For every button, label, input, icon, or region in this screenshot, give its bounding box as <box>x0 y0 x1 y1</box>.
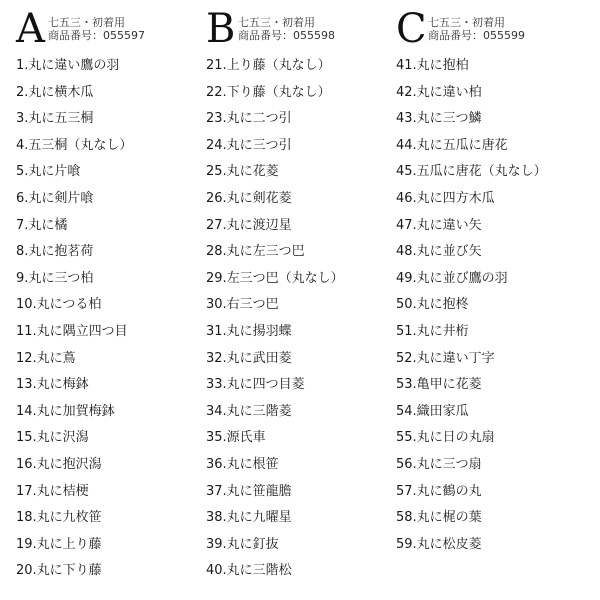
list-item: 15.丸に沢潟 <box>16 430 89 446</box>
list-item: 37.丸に笹龍膽 <box>206 483 292 499</box>
list-item: 30.右三つ巴 <box>206 297 279 313</box>
crest-list <box>16 53 132 585</box>
column-header <box>396 6 586 52</box>
column-letter: B <box>206 6 236 52</box>
list-item: 8.丸に抱茗荷 <box>16 244 94 260</box>
list-item: 13.丸に梅鉢 <box>16 377 89 393</box>
product-number: 商品番号：055598 <box>238 29 335 42</box>
list-item: 42.丸に違い柏 <box>396 84 482 100</box>
list-item: 11.丸に隅立四つ目 <box>16 323 128 339</box>
list-item: 22.下り藤（丸なし） <box>206 84 331 100</box>
list-item: 17.丸に桔梗 <box>16 483 89 499</box>
list-item: 16.丸に抱沢潟 <box>16 456 102 472</box>
list-item: 21.上り藤（丸なし） <box>206 58 331 73</box>
list-item: 56.丸に三つ扇 <box>396 456 482 472</box>
list-item: 33.丸に四つ目菱 <box>206 377 305 393</box>
list-item: 6.丸に剣片喰 <box>16 190 94 206</box>
list-item: 52.丸に違い丁字 <box>396 350 495 366</box>
list-item: 34.丸に三階菱 <box>206 403 292 419</box>
list-item: 25.丸に花菱 <box>206 164 279 180</box>
list-item: 7.丸に橘 <box>16 217 68 233</box>
list-item: 9.丸に三つ柏 <box>16 270 94 286</box>
list-item: 41.丸に抱柏 <box>396 58 469 73</box>
list-item: 57.丸に鶴の丸 <box>396 483 482 499</box>
list-item: 40.丸に三階松 <box>206 563 292 579</box>
list-item: 43.丸に三つ鱗 <box>396 111 482 127</box>
list-item: 49.丸に並び鷹の羽 <box>396 270 508 286</box>
list-item: 2.丸に横木瓜 <box>16 84 94 100</box>
list-item: 3.丸に五三桐 <box>16 111 94 127</box>
product-number: 商品番号：055597 <box>48 29 145 42</box>
list-item: 20.丸に下り藤 <box>16 563 102 579</box>
list-item: 45.五瓜に唐花（丸なし） <box>396 164 547 180</box>
list-item: 29.左三つ巴（丸なし） <box>206 270 344 286</box>
list-item: 18.丸に九枚笹 <box>16 510 102 526</box>
column-header <box>206 6 396 52</box>
column-meta <box>238 16 335 42</box>
category-label: 七五三・初着用 <box>48 16 125 29</box>
list-item: 51.丸に井桁 <box>396 323 469 339</box>
list-item: 47.丸に違い矢 <box>396 217 482 233</box>
list-item: 12.丸に蔦 <box>16 350 76 366</box>
list-item: 38.丸に九曜星 <box>206 510 292 526</box>
list-item: 35.源氏車 <box>206 430 266 446</box>
list-item: 32.丸に武田菱 <box>206 350 292 366</box>
list-item: 28.丸に左三つ巴 <box>206 244 305 260</box>
category-label: 七五三・初着用 <box>238 16 315 29</box>
column-letter: A <box>16 6 45 52</box>
list-item: 26.丸に剣花菱 <box>206 190 292 206</box>
list-item: 10.丸につる柏 <box>16 297 102 313</box>
crest-list <box>206 53 344 585</box>
list-item: 48.丸に並び矢 <box>396 244 482 260</box>
list-item: 5.丸に片喰 <box>16 164 81 180</box>
column-meta <box>428 16 525 42</box>
list-item: 27.丸に渡辺星 <box>206 217 292 233</box>
list-item: 59.丸に松皮菱 <box>396 536 482 552</box>
list-item: 36.丸に根笹 <box>206 456 279 472</box>
list-item: 50.丸に抱柊 <box>396 297 469 313</box>
list-item: 4.五三桐（丸なし） <box>16 137 133 153</box>
list-item: 39.丸に釘抜 <box>206 536 279 552</box>
list-item: 46.丸に四方木瓜 <box>396 190 495 206</box>
list-item: 54.織田家瓜 <box>396 403 469 419</box>
column-meta <box>48 16 145 42</box>
category-label: 七五三・初着用 <box>428 16 505 29</box>
column-c <box>396 6 586 552</box>
column-a <box>16 6 206 579</box>
list-item: 24.丸に三つ引 <box>206 137 292 153</box>
list-item: 44.丸に五瓜に唐花 <box>396 137 508 153</box>
list-item: 14.丸に加賀梅鉢 <box>16 403 115 419</box>
list-item: 31.丸に揚羽蝶 <box>206 323 292 339</box>
list-item: 19.丸に上り藤 <box>16 536 102 552</box>
product-number: 商品番号：055599 <box>428 29 525 42</box>
column-b <box>206 6 396 579</box>
list-item: 23.丸に二つ引 <box>206 111 292 127</box>
list-item: 58.丸に梶の葉 <box>396 510 482 526</box>
list-item: 55.丸に日の丸扇 <box>396 430 495 446</box>
column-header <box>16 6 206 52</box>
list-item: 1.丸に違い鷹の羽 <box>16 58 120 73</box>
list-item: 53.亀甲に花菱 <box>396 377 482 393</box>
column-letter: C <box>396 6 427 52</box>
crest-list <box>396 53 547 558</box>
